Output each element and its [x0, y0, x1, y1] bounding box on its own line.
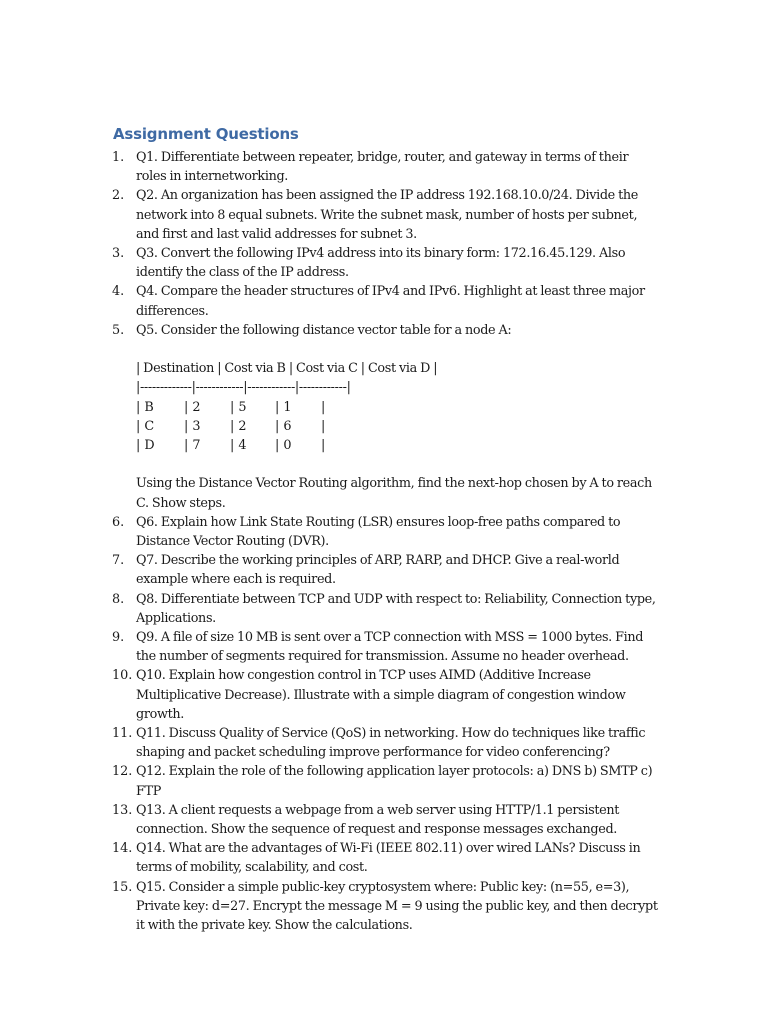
dv-table-row: [136, 436, 661, 455]
question-text: Q4. Compare the header structures of IPv4 and IPv6. Highlight at least three major differences.: [136, 284, 645, 319]
question-item: [0, 724, 768, 762]
question-text: Q5. Consider the following distance vector table for a node A:: [136, 322, 512, 338]
dv-cell-destination: | B: [136, 399, 154, 415]
question-number: 5.: [112, 322, 125, 338]
dv-cell-cost-d: | 0: [275, 437, 292, 453]
question-text: Q7. Describe the working principles of ARP, RARP, and DHCP. Give a real-world example where each is required.: [136, 553, 620, 588]
question-number: 6.: [112, 514, 125, 530]
dv-table-row: [136, 398, 661, 417]
question-text: Q12. Explain the role of the following application layer protocols: a) DNS b) SMTP c) FTP: [136, 764, 653, 799]
question-number: 10.: [112, 668, 133, 684]
question-item: [0, 878, 768, 936]
question-list: [0, 148, 768, 935]
distance-vector-table: [136, 359, 661, 455]
question-number: 2.: [112, 188, 125, 204]
dv-table-header: | Destination | Cost via B | Cost via C | Cost via D |: [136, 361, 438, 377]
dv-cell-cost-b: | 7: [184, 437, 201, 453]
question-item: [0, 186, 768, 244]
dv-cell-cost-b: | 3: [184, 418, 201, 434]
question-number: 13.: [112, 802, 133, 818]
question-item: [0, 513, 768, 551]
question-text: Q11. Discuss Quality of Service (QoS) in networking. How do techniques like traffic shaping and packet scheduling improve performance for video conferencing?: [136, 725, 646, 761]
dv-cell-end: |: [321, 418, 326, 434]
question-number: 9.: [112, 629, 125, 645]
question-text: Q3. Convert the following IPv4 address into its binary form: 172.16.45.129. Also identify the class of the IP address.: [136, 246, 626, 281]
question-text: Q10. Explain how congestion control in TCP uses AIMD (Additive Increase Multiplicative Decrease). Illustrate with a simple diagram of congestion window growth.: [136, 668, 626, 722]
question-text: Q15. Consider a simple public-key cryptosystem where: Public key: (n=55, e=3), Private key: d=27. Encrypt the message M = 9 using the public key, and then decrypt it with the private key. Show the calculations.: [136, 879, 658, 934]
dv-cell-destination: | D: [136, 437, 155, 453]
question-text: Q13. A client requests a webpage from a web server using HTTP/1.1 persistent connection. Show the sequence of request and response messages exchanged.: [136, 802, 620, 837]
question-item: [0, 282, 768, 320]
question-text: Q2. An organization has been assigned the IP address 192.168.10.0/24. Divide the network into 8 equal subnets. Write the subnet mask, number of hosts per subnet, and first and last valid addresses for subnet 3.: [136, 188, 639, 242]
question-item: [0, 666, 768, 724]
question-number: 4.: [112, 284, 125, 300]
dv-table-row: [136, 417, 661, 436]
dv-cell-cost-b: | 2: [184, 399, 201, 415]
question-item: [0, 762, 768, 800]
question-item: [0, 244, 768, 282]
question-text: Q6. Explain how Link State Routing (LSR) ensures loop-free paths compared to Distance Vector Routing (DVR).: [136, 514, 621, 549]
dv-cell-cost-d: | 1: [275, 399, 292, 415]
question-text: Q9. A file of size 10 MB is sent over a TCP connection with MSS = 1000 bytes. Find the number of segments required for transmission. Assume no header overhead.: [136, 629, 644, 665]
question-number: 8.: [112, 591, 125, 607]
dv-cell-cost-c: | 2: [230, 418, 247, 434]
question-item: [0, 590, 768, 628]
question-text: Q1. Differentiate between repeater, bridge, router, and gateway in terms of their roles in internetworking.: [136, 150, 629, 185]
question-text: Q8. Differentiate between TCP and UDP with respect to: Reliability, Connection type, Applications.: [136, 591, 656, 626]
dv-cell-cost-d: | 6: [275, 418, 292, 434]
distance-vector-block: [136, 359, 661, 513]
dv-cell-cost-c: | 5: [230, 399, 247, 415]
question-number: 7.: [112, 553, 125, 569]
dv-table-separator: |-------------|------------|------------|------------|: [136, 380, 351, 396]
question-number: 3.: [112, 246, 125, 262]
question-item: [0, 839, 768, 877]
question-item: [0, 628, 768, 666]
question-item: [0, 321, 768, 513]
dv-cell-cost-c: | 4: [230, 437, 247, 453]
question-text: Q14. What are the advantages of Wi-Fi (IEEE 802.11) over wired LANs? Discuss in terms of mobility, scalability, and cost.: [136, 841, 641, 876]
question-number: 15.: [112, 879, 133, 895]
dv-cell-end: |: [321, 399, 326, 415]
q5-followup-text: Using the Distance Vector Routing algorithm, find the next-hop chosen by A to reach C. Show steps.: [136, 476, 652, 511]
section-heading: Assignment Questions: [113, 125, 299, 143]
question-item: [0, 551, 768, 589]
dv-cell-destination: | C: [136, 418, 155, 434]
question-number: 11.: [112, 725, 133, 741]
question-number: 1.: [112, 150, 125, 165]
question-item: [0, 801, 768, 839]
question-number: 14.: [112, 841, 133, 857]
dv-cell-end: |: [321, 437, 326, 453]
question-item: [0, 148, 768, 186]
question-number: 12.: [112, 764, 133, 780]
